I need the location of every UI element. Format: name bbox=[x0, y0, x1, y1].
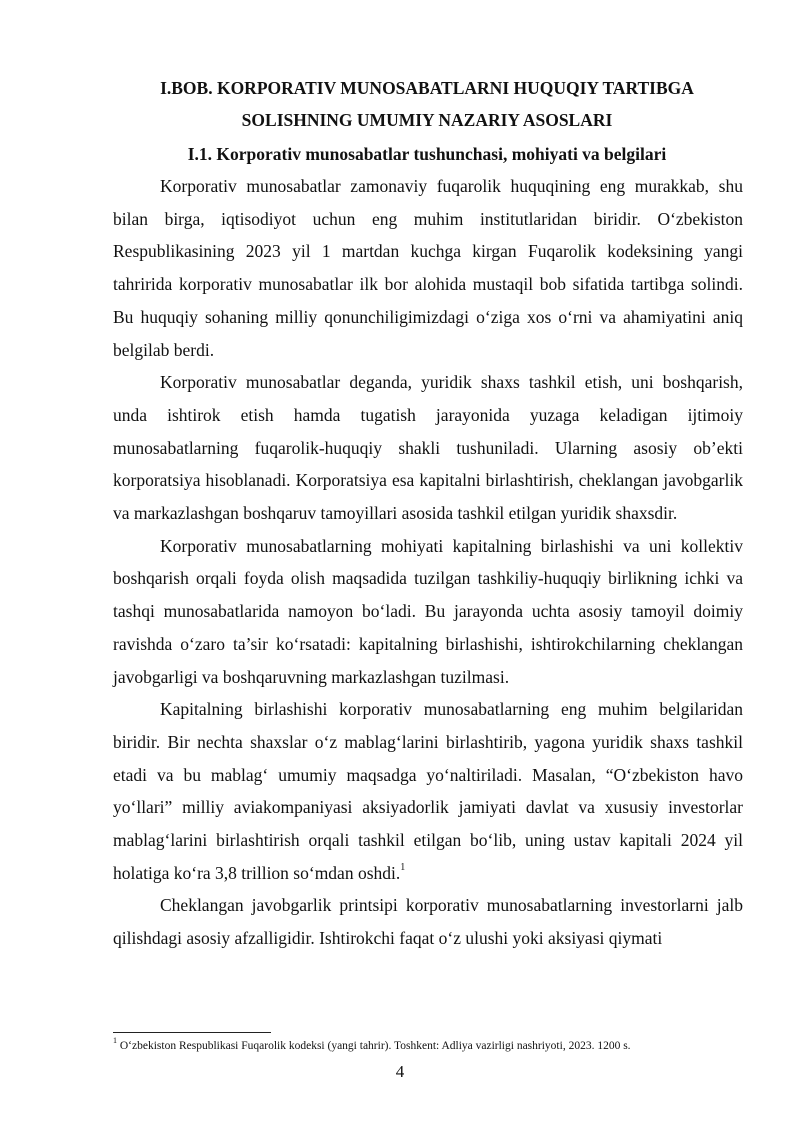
paragraph-4 bbox=[113, 693, 743, 889]
footnote-separator bbox=[113, 1032, 271, 1033]
footnote-text: O‘zbekiston Respublikasi Fuqarolik kodeksi (yangi tahrir). Toshkent: Adliya vazirligi nashriyoti, 2023. 1200 s. bbox=[119, 1040, 631, 1052]
paragraph-5: Cheklangan javobgarlik printsipi korporativ munosabatlarning investorlarni jalb qilishdagi asosiy afzalligidir. Ishtirokchi faqat o‘z ulushi yoki aksiyasi qiymati bbox=[113, 895, 743, 949]
paragraph-2: Korporativ munosabatlar deganda, yuridik shaxs tashkil etish, uni boshqarish, unda ishtirok etish hamda tugatish jarayonida yuzaga keladigan ijtimoiy munosabatlarning fuqarolik-huquqiy shakli tushuniladi. Ularning asosiy ob’ekti korporatsiya hisoblanadi. Korporatsiya esa kapitalni birlashtirish, cheklangan javobgarlik va markazlashgan boshqaruv tamoyillari asosida tashkil etilgan yuridik shaxsdir. bbox=[113, 372, 743, 524]
footnote bbox=[113, 1038, 753, 1054]
chapter-title-line-1: I.BOB. KORPORATIV MUNOSABATLARNI HUQUQIY TARTIBGA bbox=[160, 78, 694, 98]
paragraph-1: Korporativ munosabatlar zamonaviy fuqarolik huquqining eng murakkab, shu bilan birga, iqtisodiyot uchun eng muhim institutlaridan biridir. O‘zbekiston Respublikasining 2023 yil 1 martdan kuchga kirgan Fuqarolik kodeksining yangi tahririda korporativ munosabatlar ilk bor alohida mustaqil bob sifatida tartibga solindi. Bu huquqiy sohaning milliy qonunchiligimizdagi o‘ziga xos o‘rni va ahamiyatini aniq belgilab berdi. bbox=[113, 176, 743, 360]
section-title: I.1. Korporativ munosabatlar tushunchasi, mohiyati va belgilari bbox=[187, 144, 667, 164]
chapter-title-line-2: SOLISHNING UMUMIY NAZARIY ASOSLARI bbox=[241, 110, 613, 130]
footnote-marker: 1 bbox=[113, 1036, 117, 1046]
paragraph-3: Korporativ munosabatlarning mohiyati kapitalning birlashishi va uni kollektiv boshqarish orqali foyda olish maqsadida tuzilgan tashkiliy-huquqiy birlikning ichki va tashqi munosabatlarida namoyon bo‘ladi. Bu jarayonda uchta asosiy tamoyil doimiy ravishda o‘zaro ta’sir ko‘rsatadi: kapitalning birlashishi, ishtirokchilarning cheklangan javobgarligi va boshqaruvning markazlashgan tuzilmasi. bbox=[113, 535, 743, 687]
page-number: 4 bbox=[395, 1062, 405, 1081]
chapter-title bbox=[113, 72, 741, 136]
body-text bbox=[113, 170, 743, 955]
paragraph-4-text: Kapitalning birlashishi korporativ munosabatlarning eng muhim belgilaridan biridir. Bir nechta shaxslar o‘z mablag‘larini birlashtirib, yagona yuridik shaxs tashkil etadi va bu mablag‘ umumiy maqsadga yo‘naltiriladi. Masalan, “O‘zbekiston havo yo‘llari” milliy aviakompaniyasi aksiyadorlik jamiyati davlat va xususiy investorlar mablag‘larini birlashtirish orqali tashkil etilgan bo‘lib, uning ustav kapitali 2024 yil holatiga ko‘ra 3,8 trillion so‘mdan oshdi. bbox=[113, 699, 743, 883]
footnote-reference[interactable]: 1 bbox=[400, 861, 406, 873]
